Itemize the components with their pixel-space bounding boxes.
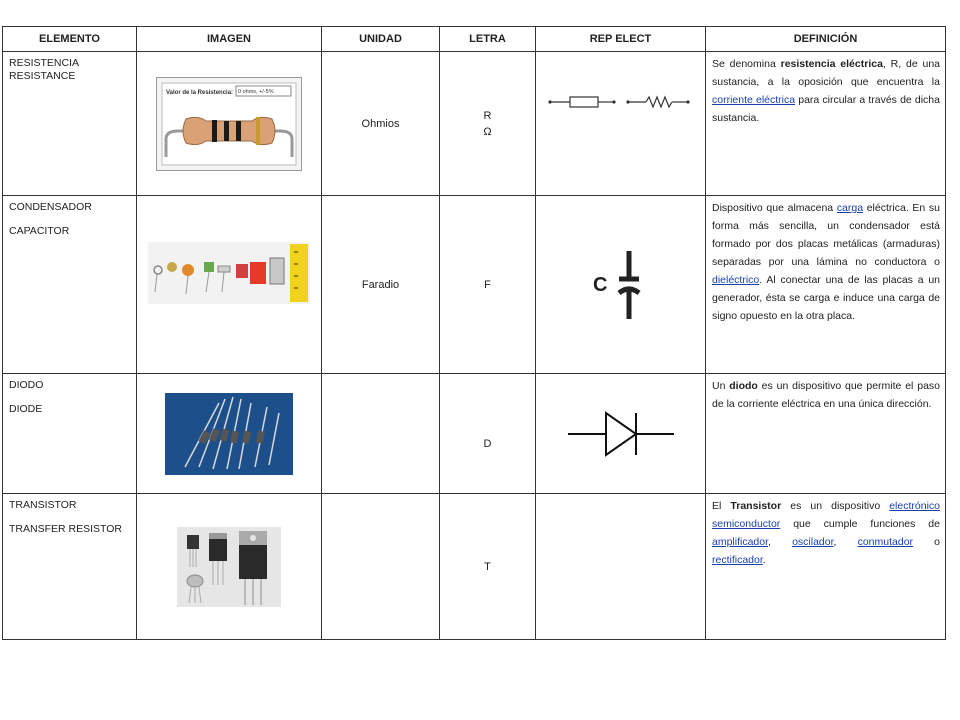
def-text: , [768, 536, 793, 548]
link-conmutador[interactable]: conmutador [857, 536, 914, 548]
def-bold: Transistor [730, 500, 782, 512]
schematic-cell [536, 196, 706, 374]
def-bold: resistencia eléctrica [780, 58, 883, 70]
table-row [3, 374, 946, 494]
def-text: eléctrica. En su forma más sencilla, un condensador está formado por dos placas metálicas (armaduras) separadas por una lámina no conductora o [712, 202, 940, 268]
letter-cell: F [440, 196, 536, 374]
diode-symbol-icon [566, 409, 676, 459]
link-electronico[interactable]: electrónico [889, 500, 940, 512]
image-cell [137, 196, 322, 374]
unit-cell: Ohmios [322, 52, 440, 196]
transistors-photo [177, 527, 281, 607]
def-text: , [833, 536, 858, 548]
def-text: , R, de una sustancia, a la oposición que encuentra la [712, 58, 940, 88]
image-cell [137, 52, 322, 196]
header-rep-elect: REP ELECT [536, 27, 706, 52]
link-oscilador[interactable]: oscilador [792, 536, 834, 548]
definition-cell [706, 374, 946, 494]
capacitors-photo [148, 242, 310, 304]
components-table [2, 26, 946, 640]
def-text: Dispositivo que almacena [712, 202, 837, 214]
link-corriente-electrica[interactable]: corriente eléctrica [712, 94, 796, 106]
element-name-cell [3, 494, 137, 640]
def-text: Se denomina [712, 58, 781, 70]
element-name-cell [3, 196, 137, 374]
unit-cell [322, 494, 440, 640]
def-text: Un [712, 380, 730, 392]
resistor-symbol-icon [546, 90, 696, 114]
link-semiconductor[interactable]: semiconductor [712, 518, 781, 530]
def-text: es un dispositivo [781, 500, 890, 512]
definition-cell [706, 52, 946, 196]
resistor-photo [156, 77, 302, 171]
element-name-es: DIODO [9, 379, 44, 391]
link-dielectrico[interactable]: dieléctrico [712, 274, 760, 286]
schematic-cell [536, 52, 706, 196]
image-cell [137, 374, 322, 494]
definition-cell [706, 494, 946, 640]
header-row [3, 27, 946, 52]
diodes-photo [165, 393, 293, 475]
def-bold: diodo [729, 380, 758, 392]
header-letra: LETRA [440, 27, 536, 52]
element-name-en: RESISTANCE [9, 70, 76, 82]
element-name-en: TRANSFER RESISTOR [9, 523, 122, 535]
element-name-cell [3, 52, 137, 196]
unit-cell: Faradio [322, 196, 440, 374]
table-row [3, 52, 946, 196]
link-rectificador[interactable]: rectificador [712, 554, 763, 566]
def-text: que cumple funciones de [780, 518, 940, 530]
element-name-es: TRANSISTOR [9, 499, 77, 511]
image-cell [137, 494, 322, 640]
element-name-es: RESISTENCIA [9, 57, 80, 69]
def-text: . [762, 554, 766, 566]
schematic-cell [536, 494, 706, 640]
letter-cell: D [440, 374, 536, 494]
element-name-en: DIODE [9, 403, 43, 415]
element-name-en: CAPACITOR [9, 225, 70, 237]
unit-cell [322, 374, 440, 494]
element-name-es: CONDENSADOR [9, 201, 92, 213]
def-text: es un dispositivo que permite el paso de la corriente eléctrica en una única dirección. [712, 380, 940, 410]
capacitor-symbol-icon [591, 249, 651, 321]
letter-symbol: R [483, 109, 492, 122]
link-amplificador[interactable]: amplificador [712, 536, 769, 548]
def-text: El [712, 500, 731, 512]
table-row [3, 494, 946, 640]
header-elemento: ELEMENTO [3, 27, 137, 52]
def-text: para circular a través de dicha sustancia. [712, 94, 940, 124]
header-definicion: DEFINICIÓN [706, 27, 946, 52]
header-imagen: IMAGEN [137, 27, 322, 52]
letter-cell [440, 52, 536, 196]
table-row [3, 196, 946, 374]
resistor-caption-value: 0 ohms, +/-5% [238, 88, 274, 95]
schematic-cell [536, 374, 706, 494]
link-carga[interactable]: carga [836, 202, 864, 214]
def-text: o [913, 536, 940, 548]
header-unidad: UNIDAD [322, 27, 440, 52]
resistor-caption-label: Valor de la Resistencia: [166, 89, 234, 96]
letter-symbol-alt: Ω [483, 125, 492, 138]
element-name-cell [3, 374, 137, 494]
capacitor-symbol-letter: C [592, 273, 607, 296]
definition-cell [706, 196, 946, 374]
def-text: . Al conectar una de las placas a un generador, ésta se carga e induce una carga de signo opuesto en la otra placa. [712, 274, 940, 322]
letter-cell: T [440, 494, 536, 640]
